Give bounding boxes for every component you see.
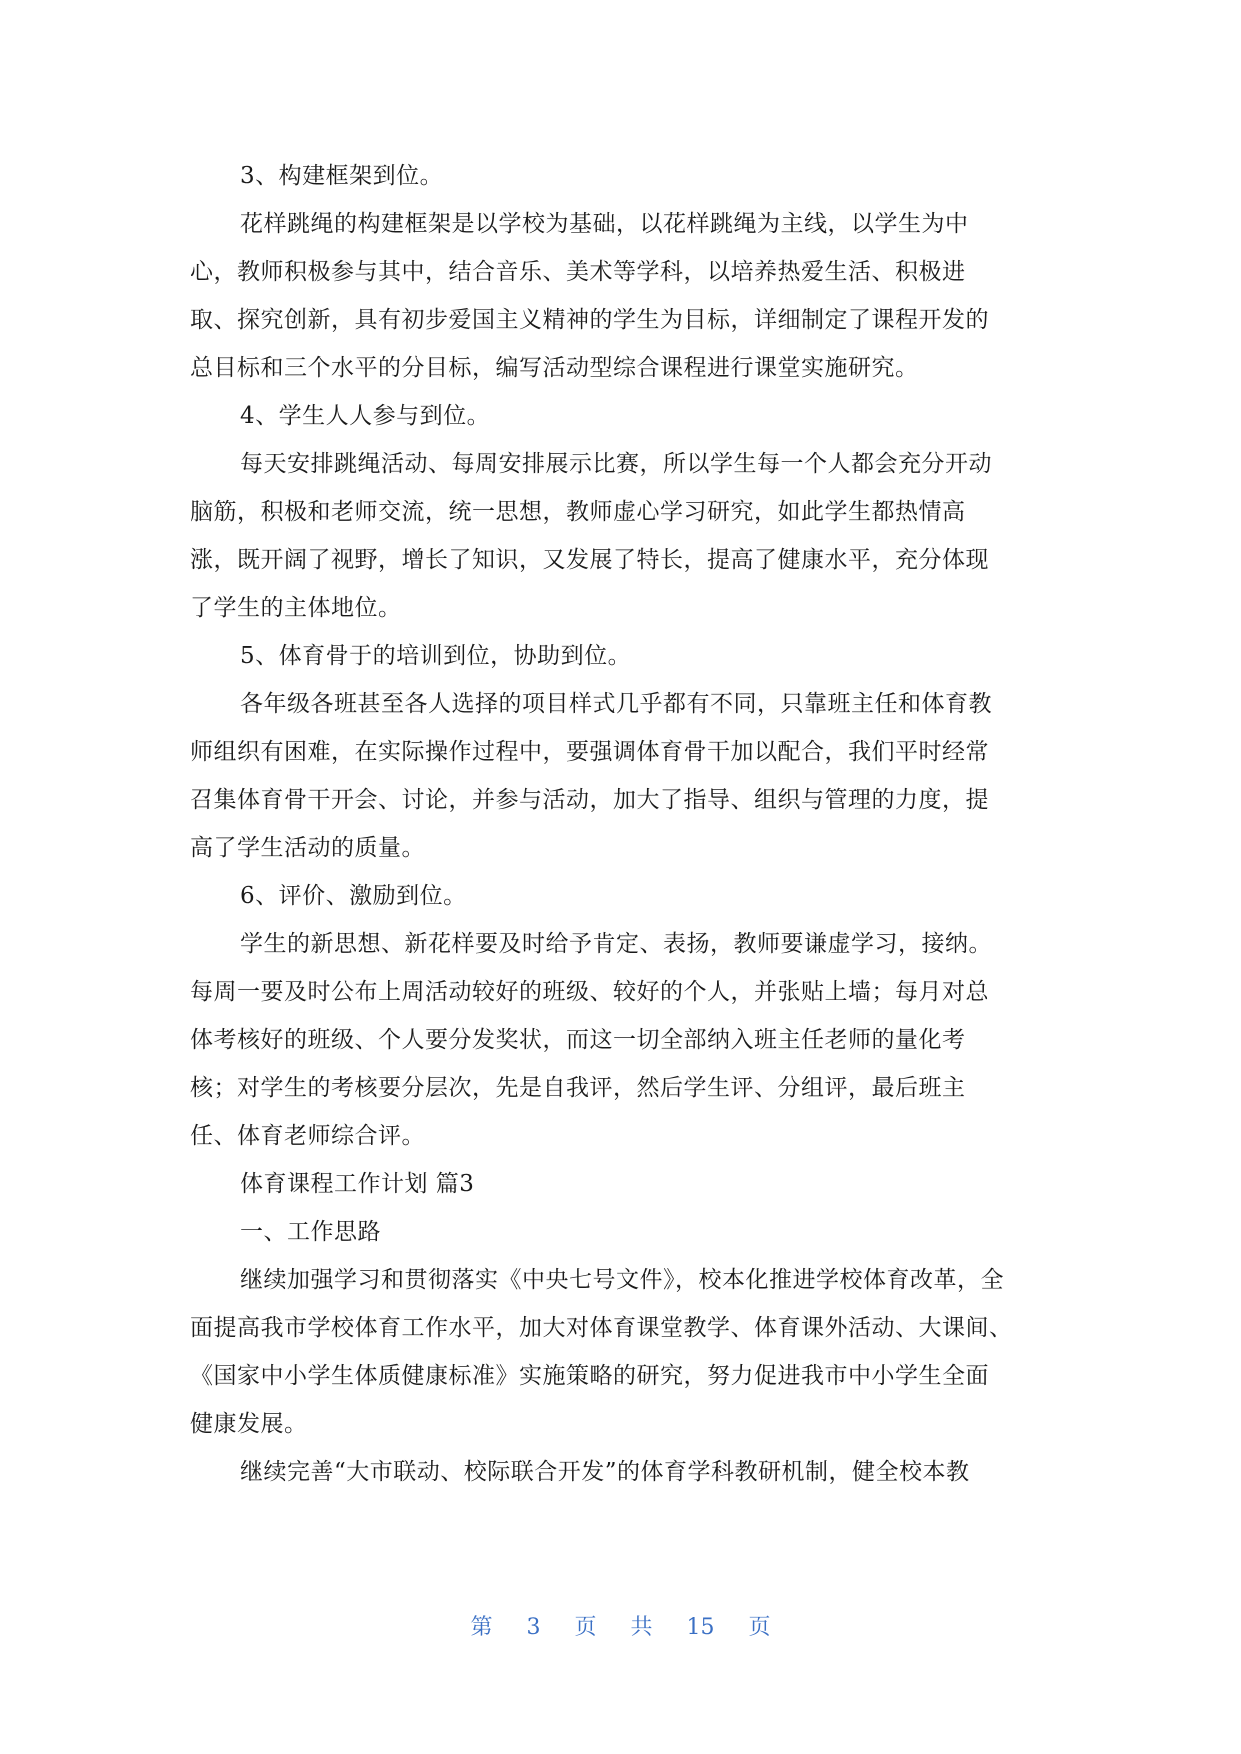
text-line: 每周一要及时公布上周活动较好的班级、较好的个人，并张贴上墙；每月对总 (190, 979, 989, 1005)
text-line: 继续完善“大市联动、校际联合开发”的体育学科教研机制，健全校本教 (240, 1459, 970, 1485)
text-line: 《国家中小学生体质健康标准》实施策略的研究，努力促进我市中小学生全面 (190, 1363, 989, 1389)
footer-total-pages: 15 (686, 1615, 715, 1640)
text-line: 脑筋，积极和老师交流，统一思想，教师虚心学习研究，如此学生都热情高 (190, 499, 966, 525)
text-line: 核；对学生的考核要分层次，先是自我评，然后学生评、分组评，最后班主 (190, 1075, 966, 1101)
text-line: 取、探究创新，具有初步爱国主义精神的学生为目标，详细制定了课程开发的 (190, 307, 989, 333)
text-line: 4、学生人人参与到位。 (240, 403, 491, 429)
text-line: 召集体育骨干开会、讨论，并参与活动，加大了指导、组织与管理的力度，提 (190, 787, 989, 813)
text-line: 继续加强学习和贯彻落实《中央七号文件》，校本化推进学校体育改革，全 (240, 1267, 1004, 1293)
text-line: 健康发展。 (190, 1411, 308, 1437)
text-line: 5、体育骨于的培训到位，协助到位。 (240, 643, 632, 669)
text-line: 体育课程工作计划 篇3 (240, 1171, 475, 1197)
text-line: 高了学生活动的质量。 (190, 835, 425, 861)
document-body (190, 152, 1050, 1496)
footer-word-ye: 页 (574, 1615, 597, 1640)
footer-current-page: 3 (526, 1615, 541, 1640)
text-line: 一、工作思路 (240, 1219, 381, 1245)
page-footer (0, 1610, 1241, 1641)
text-line: 花样跳绳的构建框架是以学校为基础，以花样跳绳为主线，以学生为中 (240, 211, 969, 237)
text-line: 面提高我市学校体育工作水平，加大对体育课堂教学、体育课外活动、大课间、 (190, 1315, 1013, 1341)
footer-word-ye-2: 页 (748, 1615, 771, 1640)
text-line: 涨，既开阔了视野，增长了知识，又发展了特长，提高了健康水平，充分体现 (190, 547, 989, 573)
text-line: 学生的新思想、新花样要及时给予肯定、表扬，教师要谦虚学习，接纳。 (240, 931, 992, 957)
text-line: 每天安排跳绳活动、每周安排展示比赛，所以学生每一个人都会充分开动 (240, 451, 992, 477)
text-line: 体考核好的班级、个人要分发奖状，而这一切全部纳入班主任老师的量化考 (190, 1027, 966, 1053)
text-line: 总目标和三个水平的分目标，编写活动型综合课程进行课堂实施研究。 (190, 355, 919, 381)
footer-word-di: 第 (470, 1615, 493, 1640)
text-line: 了学生的主体地位。 (190, 595, 402, 621)
text-line: 任、体育老师综合评。 (190, 1123, 425, 1149)
footer-word-gong: 共 (630, 1615, 653, 1640)
text-line: 心，教师积极参与其中，结合音乐、美术等学科，以培养热爱生活、积极进 (190, 259, 966, 285)
text-line: 6、评价、激励到位。 (240, 883, 467, 909)
text-line: 3、构建框架到位。 (240, 163, 444, 189)
text-line: 师组织有困难，在实际操作过程中，要强调体育骨干加以配合，我们平时经常 (190, 739, 989, 765)
text-line: 各年级各班甚至各人选择的项目样式几乎都有不同，只靠班主任和体育教 (240, 691, 992, 717)
